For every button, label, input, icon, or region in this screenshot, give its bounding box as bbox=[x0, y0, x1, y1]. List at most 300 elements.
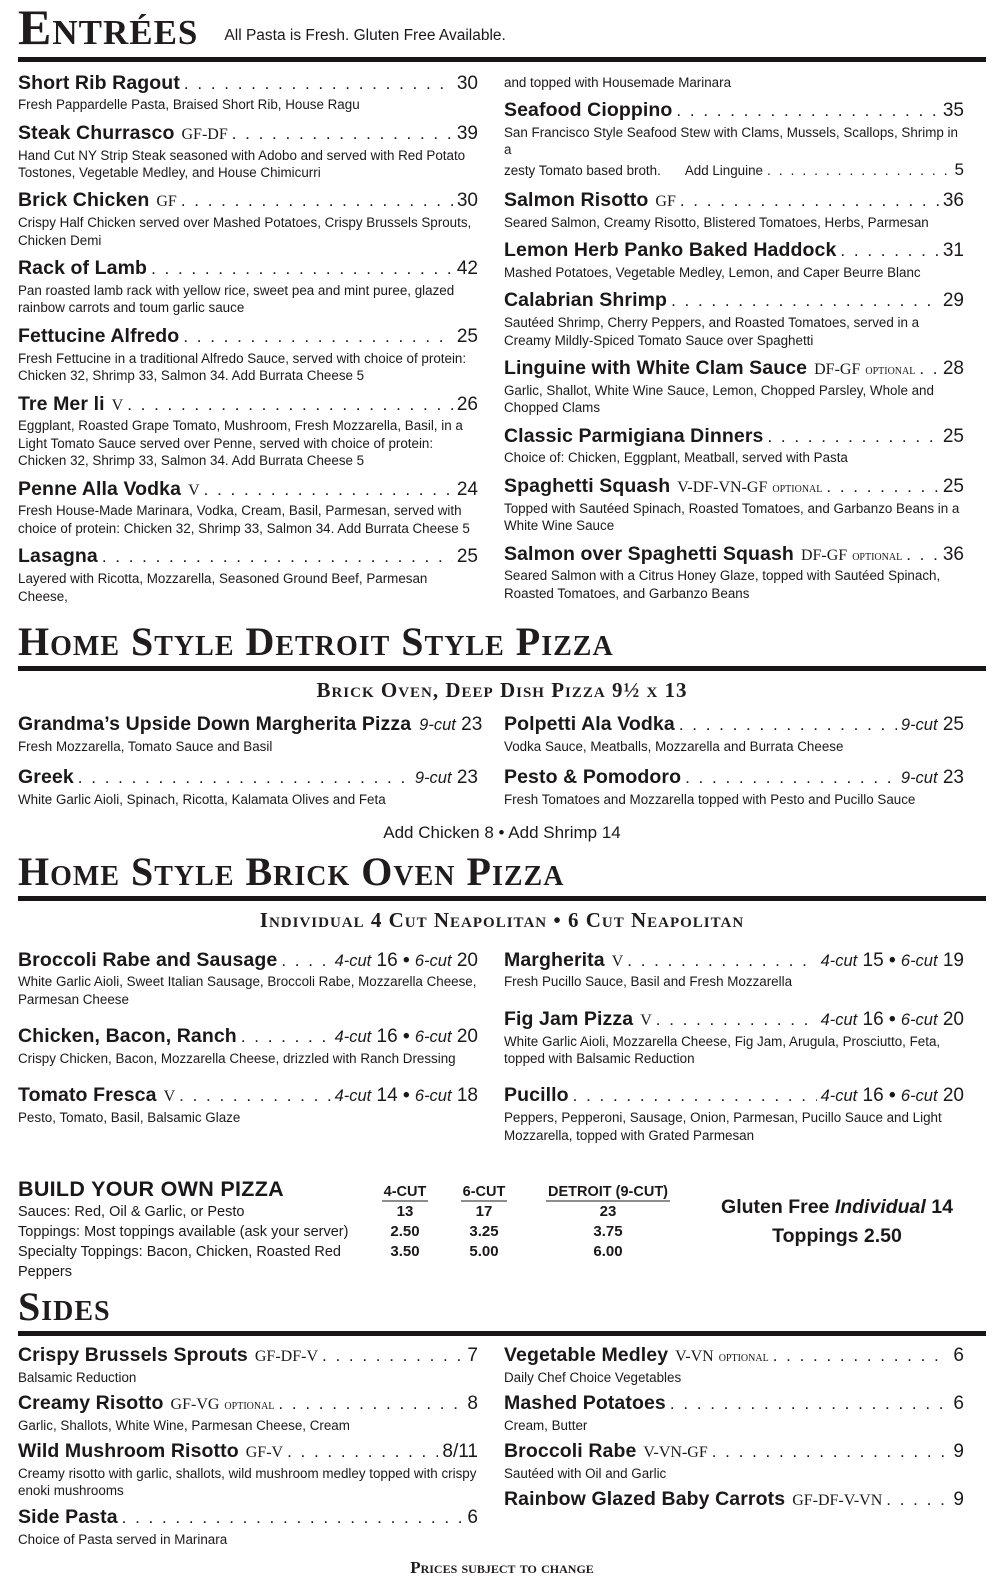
size-label: 6-cut bbox=[900, 1087, 938, 1106]
entrees-note: All Pasta is Fresh. Gluten Free Available. bbox=[224, 26, 506, 44]
item-description: Hand Cut NY Strip Steak seasoned with Adobo and served with Red Potato Tostones, Vegetable Medley, and House Chimicurri bbox=[18, 147, 466, 181]
menu-item bbox=[18, 545, 478, 605]
item-description: Choice of: Chicken, Eggplant, Meatball, served with Pasta bbox=[504, 450, 848, 466]
dot-leader bbox=[671, 291, 939, 311]
dot-leader bbox=[573, 1086, 817, 1106]
byo-row-value: 3.25 bbox=[469, 1223, 499, 1241]
menu-item bbox=[18, 393, 478, 470]
diet-tag: GF-DF-V bbox=[254, 1347, 318, 1365]
footer-note: Prices subject to change bbox=[410, 1558, 594, 1578]
size-label: 9-cut bbox=[900, 769, 938, 788]
menu-item bbox=[18, 122, 478, 182]
dot-leader bbox=[773, 1346, 950, 1366]
optional-label: optional bbox=[865, 361, 916, 378]
dot-leader bbox=[204, 480, 453, 500]
item-price: 8 bbox=[467, 1392, 478, 1414]
item-description-addon bbox=[504, 159, 964, 181]
item-price: 9 bbox=[953, 1441, 964, 1463]
menu-item bbox=[504, 425, 964, 467]
item-price: 26 bbox=[456, 393, 478, 415]
dot-leader bbox=[826, 477, 938, 497]
dot-leader bbox=[670, 1394, 950, 1414]
optional-label: optional bbox=[224, 1396, 275, 1413]
item-title-line bbox=[504, 475, 964, 498]
menu-item bbox=[504, 475, 964, 535]
item-title-line bbox=[18, 478, 478, 501]
dot-leader bbox=[241, 1027, 331, 1047]
dot-leader bbox=[656, 1010, 817, 1030]
menu-item bbox=[18, 766, 478, 808]
size-label: 9-cut bbox=[419, 716, 456, 734]
item-price: 39 bbox=[456, 122, 478, 144]
item-title-line bbox=[18, 72, 478, 95]
size-label: 6-cut bbox=[900, 1010, 938, 1029]
item-name: Linguine with White Clam Sauce bbox=[504, 356, 808, 379]
menu-item bbox=[18, 1440, 478, 1500]
item-description: Fresh Mozzarella, Tomato Sauce and Basil bbox=[18, 738, 273, 754]
item-price: 36 bbox=[942, 543, 964, 565]
byo-row-value: 5.00 bbox=[469, 1243, 499, 1261]
menu-item bbox=[18, 949, 478, 1009]
menu-item bbox=[504, 766, 964, 808]
menu-item bbox=[18, 257, 478, 317]
sides-columns bbox=[18, 1344, 986, 1554]
item-description: Fresh House-Made Marinara, Vodka, Cream, Basil, Parmesan, served with choice of protein: Chicken 32, Shrimp 33, Salmon 34. Add Burrata Cheese 5 bbox=[18, 503, 470, 536]
item-title-line bbox=[504, 1084, 964, 1107]
optional-label: optional bbox=[852, 547, 903, 564]
item-description: Pesto, Tomato, Basil, Balsamic Glaze bbox=[18, 1110, 241, 1126]
detroit-columns bbox=[18, 713, 986, 820]
dot-leader bbox=[906, 545, 939, 565]
divider-rule bbox=[18, 57, 986, 62]
detroit-right-column bbox=[504, 713, 964, 820]
item-title-line bbox=[18, 949, 478, 972]
item-description: Balsamic Reduction bbox=[18, 1369, 137, 1385]
byo-row-label: Specialty Toppings: Bacon, Chicken, Roasted Red Peppers bbox=[18, 1244, 341, 1280]
item-description: Cream, Butter bbox=[504, 1417, 588, 1433]
dot-leader bbox=[183, 327, 453, 347]
item-name: Tre Mer li bbox=[18, 392, 105, 415]
bullet-separator: • bbox=[883, 1008, 901, 1030]
item-name: Tomato Fresca bbox=[18, 1084, 157, 1107]
item-description: Crispy Half Chicken served over Mashed Potatoes, Crispy Brussels Sprouts, Chicken Demi bbox=[18, 215, 472, 248]
menu-item bbox=[504, 1008, 964, 1068]
item-title-line bbox=[18, 189, 478, 212]
item-price: 4-cut 16 • 6-cut 20 bbox=[820, 1085, 964, 1107]
item-title-line bbox=[18, 1440, 478, 1463]
item-name: Side Pasta bbox=[18, 1505, 118, 1528]
item-description: White Garlic Aioli, Spinach, Ricotta, Kalamata Olives and Feta bbox=[18, 792, 386, 808]
sides-right-column bbox=[504, 1344, 964, 1554]
byo-row-value: 13 bbox=[396, 1203, 414, 1221]
dot-leader bbox=[767, 161, 951, 179]
dot-leader bbox=[680, 191, 939, 211]
menu-item bbox=[504, 1392, 964, 1434]
item-description: Pan roasted lamb rack with yellow rice, sweet pea and mint puree, glazed rainbow carrots and toum garlic sauce bbox=[18, 282, 455, 316]
diet-tag: GF-VG bbox=[170, 1395, 220, 1413]
dot-leader bbox=[919, 359, 939, 379]
size-label: 4-cut bbox=[334, 1087, 372, 1106]
section-sides bbox=[18, 1283, 986, 1554]
item-description: Eggplant, Roasted Grape Tomato, Mushroom, Fresh Mozzarella, Basil, in a Light Tomato Sauce served over Penne, served with choice of protein: Chicken 32, Shrimp 33, Salmon 34. Add Burrata Cheese 5 bbox=[18, 418, 463, 469]
item-title-line bbox=[504, 1488, 964, 1511]
size-label: 4-cut bbox=[334, 1028, 372, 1047]
item-name: Crispy Brussels Sprouts bbox=[18, 1343, 248, 1366]
menu-item bbox=[504, 189, 964, 231]
bullet-separator: • bbox=[397, 949, 415, 971]
dot-leader bbox=[712, 1442, 950, 1462]
item-description: Garlic, Shallot, White Wine Sauce, Lemon, Chopped Parsley, Whole and Chopped Clams bbox=[504, 382, 934, 416]
menu-item bbox=[18, 1025, 478, 1067]
item-title-line bbox=[18, 393, 478, 416]
item-price: 4-cut 16 • 6-cut 20 bbox=[820, 1008, 964, 1030]
item-name: Fettucine Alfredo bbox=[18, 324, 180, 347]
item-price: 28 bbox=[942, 357, 964, 379]
detroit-subtitle: Brick Oven, Deep Dish Pizza 9½ x 13 bbox=[316, 678, 688, 702]
diet-tag: GF-V bbox=[245, 1444, 284, 1462]
brickoven-title: Home Style Brick Oven Pizza bbox=[18, 848, 565, 894]
diet-tag: GF bbox=[655, 192, 676, 210]
item-name: Salmon over Spaghetti Squash bbox=[504, 542, 794, 565]
diet-tag: DF-GF bbox=[800, 546, 848, 564]
item-title-line bbox=[504, 189, 964, 212]
item-title-line bbox=[18, 122, 478, 145]
detroit-addons-note: Add Chicken 8 • Add Shrimp 14 bbox=[383, 822, 621, 842]
diet-tag: V bbox=[163, 1088, 176, 1106]
dot-leader bbox=[840, 241, 938, 261]
item-name: Steak Churrasco bbox=[18, 121, 175, 144]
menu-item bbox=[504, 1440, 964, 1482]
item-price: 30 bbox=[456, 190, 478, 212]
item-description: Fresh Fettucine in a traditional Alfredo Sauce, served with choice of protein: Chicken 32, Shrimp 33, Salmon 34. Add Burrata Cheese 5 bbox=[18, 350, 467, 384]
item-title-line bbox=[504, 1440, 964, 1463]
diet-tag: GF-DF bbox=[181, 125, 228, 143]
entrees-columns bbox=[18, 72, 986, 614]
item-price: 30 bbox=[456, 72, 478, 94]
item-price: 9 bbox=[953, 1489, 964, 1511]
section-entrees bbox=[18, 0, 986, 613]
dot-leader bbox=[232, 124, 453, 144]
item-title-line bbox=[18, 766, 478, 789]
diet-tag: V-DF-VN-GF bbox=[677, 478, 768, 496]
byo-row-value: 3.75 bbox=[593, 1223, 623, 1241]
item-price: 6 bbox=[953, 1344, 964, 1366]
diet-tag: GF-DF-V-VN bbox=[792, 1492, 883, 1510]
item-name: Polpetti Ala Vodka bbox=[504, 713, 675, 735]
item-name: Mashed Potatoes bbox=[504, 1391, 666, 1414]
item-name: Calabrian Shrimp bbox=[504, 289, 668, 312]
item-name: Creamy Risotto bbox=[18, 1391, 164, 1414]
size-label: 4-cut bbox=[820, 1087, 858, 1106]
size-label: 6-cut bbox=[414, 951, 452, 970]
item-price: 9-cut 25 bbox=[900, 714, 964, 735]
item-description: San Francisco Style Seafood Stew with Clams, Mussels, Scallops, Shrimp in a bbox=[504, 124, 958, 158]
item-name: Classic Parmigiana Dinners bbox=[504, 424, 764, 447]
item-price: 24 bbox=[456, 478, 478, 500]
byo-colhead-detroit bbox=[528, 1184, 688, 1202]
build-your-own-pizza bbox=[18, 1177, 986, 1282]
item-price: 25 bbox=[456, 325, 478, 347]
gluten-free-label: Gluten Free bbox=[721, 1196, 830, 1219]
menu-item bbox=[504, 99, 964, 181]
item-price: 7 bbox=[467, 1344, 478, 1366]
item-price: 9-cut 23 bbox=[900, 767, 964, 789]
item-description: Fresh Pucillo Sauce, Basil and Fresh Mozzarella bbox=[504, 974, 793, 990]
item-name: Vegetable Medley bbox=[504, 1343, 669, 1366]
item-name: Margherita bbox=[504, 948, 605, 971]
item-description: Daily Chef Choice Vegetables bbox=[504, 1369, 682, 1385]
item-name: Broccoli Rabe and Sausage bbox=[18, 948, 278, 971]
menu-item bbox=[18, 189, 478, 249]
addon-price: 5 bbox=[954, 159, 964, 179]
size-label: 6-cut bbox=[414, 1087, 452, 1106]
item-name: Rack of Lamb bbox=[18, 257, 148, 280]
item-description: Fresh Tomatoes and Mozzarella topped with Pesto and Pucillo Sauce bbox=[504, 792, 916, 808]
item-name: Spaghetti Squash bbox=[504, 474, 671, 497]
size-label: 4-cut bbox=[334, 951, 372, 970]
byo-table bbox=[18, 1177, 688, 1282]
item-title-line bbox=[504, 1392, 964, 1415]
size-label: 4-cut bbox=[820, 951, 858, 970]
item-price: 4-cut 16 • 6-cut 20 bbox=[334, 949, 478, 971]
item-name: Chicken, Bacon, Ranch bbox=[18, 1025, 237, 1048]
item-description: Creamy risotto with garlic, shallots, wild mushroom medley topped with crispy enoki mushrooms bbox=[18, 1466, 477, 1499]
item-price: 42 bbox=[456, 258, 478, 280]
sides-left-column bbox=[18, 1344, 478, 1554]
menu-item bbox=[504, 239, 964, 281]
diet-tag: DF-GF bbox=[814, 360, 861, 378]
section-brick-oven-pizza bbox=[18, 848, 986, 1282]
size-label: 4-cut bbox=[820, 1010, 858, 1029]
byo-colhead-4cut bbox=[370, 1184, 440, 1202]
byo-colhead-4cut-label: 4-CUT bbox=[383, 1184, 427, 1201]
dot-leader bbox=[179, 1086, 330, 1106]
item-description: Layered with Ricotta, Mozzarella, Seasoned Ground Beef, Parmesan Cheese, bbox=[18, 571, 428, 604]
item-price: 29 bbox=[942, 290, 964, 312]
dot-leader bbox=[78, 768, 411, 788]
optional-label: optional bbox=[718, 1348, 769, 1365]
dot-leader bbox=[322, 1346, 463, 1366]
byo-heading: BUILD YOUR OWN PIZZA bbox=[18, 1177, 284, 1202]
size-label: 6-cut bbox=[414, 1028, 452, 1047]
item-description: Choice of Pasta served in Marinara bbox=[18, 1531, 228, 1547]
item-title-line bbox=[504, 766, 964, 789]
dot-leader bbox=[102, 547, 453, 567]
item-title-line bbox=[504, 99, 964, 122]
size-label: 9-cut bbox=[414, 769, 452, 788]
menu-item bbox=[504, 74, 964, 91]
dot-leader bbox=[151, 259, 453, 279]
item-price: 8/11 bbox=[442, 1441, 478, 1463]
diet-tag: V bbox=[611, 952, 624, 970]
item-title-line bbox=[504, 239, 964, 262]
menu-item bbox=[504, 357, 964, 417]
gluten-free-price: 14 bbox=[931, 1196, 953, 1219]
item-name: Salmon Risotto bbox=[504, 188, 649, 211]
item-name: Lemon Herb Panko Baked Haddock bbox=[504, 238, 837, 261]
detroit-title: Home Style Detroit Style Pizza bbox=[18, 619, 614, 664]
item-price: 4-cut 14 • 6-cut 18 bbox=[334, 1085, 478, 1107]
divider-rule bbox=[18, 1331, 986, 1336]
menu-item bbox=[18, 1392, 478, 1434]
dot-leader bbox=[679, 715, 897, 735]
item-price: 4-cut 16 • 6-cut 20 bbox=[334, 1026, 478, 1048]
menu-item bbox=[504, 949, 964, 991]
dot-leader bbox=[287, 1442, 438, 1462]
dot-leader bbox=[676, 101, 938, 121]
item-name: Grandma’s Upside Down Margherita Pizza bbox=[18, 713, 412, 735]
dot-leader bbox=[767, 427, 938, 447]
item-description: Sautéed Shrimp, Cherry Peppers, and Roasted Tomatoes, served in a Creamy Mildly-Spiced Tomato Sauce over Spaghetti bbox=[504, 315, 920, 348]
menu-item bbox=[18, 478, 478, 538]
diet-tag: V bbox=[111, 396, 124, 414]
item-title-line bbox=[18, 1392, 478, 1415]
brickoven-subtitle: Individual 4 Cut Neapolitan • 6 Cut Neapolitan bbox=[259, 907, 745, 932]
item-description: Sautéed with Oil and Garlic bbox=[504, 1466, 667, 1482]
byo-colhead-detroit-label: DETROIT (9-CUT) bbox=[547, 1184, 668, 1201]
item-price: 35 bbox=[942, 99, 964, 121]
item-title-line bbox=[18, 1344, 478, 1367]
section-detroit-pizza bbox=[18, 619, 986, 843]
diet-tag: V bbox=[640, 1011, 652, 1029]
menu-item bbox=[18, 72, 478, 114]
menu-item bbox=[18, 1344, 478, 1386]
item-name: Wild Mushroom Risotto bbox=[18, 1440, 239, 1463]
entrees-title: Entrées bbox=[18, 0, 199, 55]
dot-leader bbox=[685, 768, 897, 788]
addon-pre: zesty Tomato based broth. bbox=[504, 162, 661, 178]
item-description: Peppers, Pepperoni, Sausage, Onion, Parmesan, Pucillo Sauce and Light Mozzarella, topped with Grated Parmesan bbox=[504, 1110, 942, 1143]
entrees-left-column bbox=[18, 72, 478, 614]
item-name: Broccoli Rabe bbox=[504, 1440, 637, 1463]
menu-item bbox=[504, 1084, 964, 1144]
item-title-line bbox=[504, 425, 964, 448]
item-title-line bbox=[504, 1008, 964, 1031]
item-price: 25 bbox=[942, 475, 964, 497]
brickoven-right-column bbox=[504, 949, 964, 1162]
item-name: Rainbow Glazed Baby Carrots bbox=[504, 1488, 786, 1511]
sides-title: Sides bbox=[18, 1283, 111, 1329]
item-description: Fresh Pappardelle Pasta, Braised Short Rib, House Ragu bbox=[18, 97, 360, 113]
menu-item bbox=[18, 325, 478, 385]
item-title-line bbox=[504, 289, 964, 312]
item-title-line bbox=[504, 713, 964, 736]
bullet-separator: • bbox=[883, 1085, 901, 1107]
item-title-line bbox=[504, 543, 964, 566]
byo-row-value: 17 bbox=[475, 1203, 493, 1221]
item-price: 36 bbox=[942, 189, 964, 211]
dot-leader bbox=[886, 1490, 949, 1510]
item-price: 25 bbox=[456, 546, 478, 568]
entrees-header bbox=[18, 0, 986, 55]
size-label: 6-cut bbox=[900, 951, 938, 970]
dot-leader bbox=[281, 951, 330, 971]
byo-colhead-6cut bbox=[444, 1184, 524, 1202]
item-description: White Garlic Aioli, Mozzarella Cheese, Fig Jam, Arugula, Prosciutto, Feta, topped with Balsamic Reduction bbox=[504, 1033, 941, 1067]
gluten-free-note bbox=[688, 1177, 986, 1252]
item-name: Seafood Cioppino bbox=[504, 98, 673, 121]
item-price: 25 bbox=[942, 425, 964, 447]
dot-leader bbox=[181, 191, 453, 211]
menu-item bbox=[504, 289, 964, 349]
item-description: Garlic, Shallots, White Wine, Parmesan Cheese, Cream bbox=[18, 1417, 350, 1433]
item-price: 31 bbox=[942, 239, 964, 261]
dot-leader bbox=[122, 1508, 464, 1528]
item-title-line bbox=[18, 257, 478, 280]
item-name: Pesto & Pomodoro bbox=[504, 766, 682, 789]
item-name: Greek bbox=[18, 766, 74, 789]
gluten-free-size: Individual bbox=[834, 1196, 926, 1219]
diet-tag: V bbox=[188, 481, 200, 499]
byo-row-value: 3.50 bbox=[390, 1243, 420, 1261]
item-price: 4-cut 15 • 6-cut 19 bbox=[820, 949, 964, 971]
menu-item bbox=[504, 1344, 964, 1386]
menu-item bbox=[504, 543, 964, 603]
byo-row-label: Sauces: Red, Oil & Garlic, or Pesto bbox=[18, 1204, 245, 1221]
item-title-line bbox=[504, 357, 964, 380]
menu-item bbox=[18, 1084, 478, 1126]
menu-item bbox=[504, 1488, 964, 1511]
byo-colhead-6cut-label: 6-CUT bbox=[462, 1184, 506, 1201]
item-title-line bbox=[18, 325, 478, 348]
dot-leader bbox=[184, 74, 453, 94]
item-title-line bbox=[18, 545, 478, 568]
byo-row-value: 2.50 bbox=[390, 1223, 420, 1241]
byo-row-label: Toppings: Most toppings available (ask your server) bbox=[18, 1224, 349, 1241]
size-label: 9-cut bbox=[900, 716, 938, 734]
item-price: 6 bbox=[953, 1392, 964, 1414]
dot-leader bbox=[127, 395, 453, 415]
byo-row-value: 23 bbox=[599, 1203, 617, 1221]
item-title-line bbox=[18, 1025, 478, 1048]
item-title-line bbox=[18, 1084, 478, 1107]
bullet-separator: • bbox=[883, 949, 901, 971]
item-description: Topped with Sautéed Spinach, Roasted Tomatoes, and Garbanzo Beans in a White Wine Sauce bbox=[504, 500, 960, 534]
item-name: Pucillo bbox=[504, 1084, 569, 1107]
item-name: Penne Alla Vodka bbox=[18, 477, 182, 500]
item-description: Crispy Chicken, Bacon, Mozzarella Cheese, drizzled with Ranch Dressing bbox=[18, 1051, 456, 1067]
divider-rule bbox=[18, 896, 986, 901]
menu-item bbox=[18, 713, 483, 755]
bullet-separator: • bbox=[397, 1026, 415, 1048]
item-title-line bbox=[18, 713, 483, 736]
menu-item bbox=[504, 713, 964, 755]
item-description-continued: and topped with Housemade Marinara bbox=[504, 74, 732, 90]
item-description: Vodka Sauce, Meatballs, Mozzarella and Burrata Cheese bbox=[504, 738, 844, 754]
gluten-free-line bbox=[721, 1193, 953, 1222]
item-title-line bbox=[504, 949, 964, 972]
diet-tag: V-VN-GF bbox=[643, 1444, 708, 1462]
addon-label: Add Linguine bbox=[684, 162, 763, 178]
bullet-separator: • bbox=[397, 1085, 415, 1107]
optional-label: optional bbox=[772, 479, 823, 496]
menu-item bbox=[18, 1506, 478, 1548]
dot-leader bbox=[627, 951, 816, 971]
brickoven-columns bbox=[18, 949, 986, 1162]
diet-tag: V-VN bbox=[675, 1347, 714, 1365]
gluten-free-toppings-line: Toppings 2.50 bbox=[772, 1225, 902, 1248]
item-description: Mashed Potatoes, Vegetable Medley, Lemon, and Caper Beurre Blanc bbox=[504, 264, 921, 280]
item-price: 9-cut 23 bbox=[419, 714, 483, 735]
diet-tag: GF bbox=[156, 193, 177, 211]
item-description: Seared Salmon with a Citrus Honey Glaze, topped with Sautéed Spinach, Roasted Tomatoes, and Garbanzo Beans bbox=[504, 568, 941, 601]
entrees-right-column bbox=[504, 72, 964, 614]
item-price: 6 bbox=[467, 1506, 478, 1528]
dot-leader bbox=[278, 1394, 463, 1414]
item-description: White Garlic Aioli, Sweet Italian Sausage, Broccoli Rabe, Mozzarella Cheese, Parmesan Cheese bbox=[18, 974, 477, 1007]
item-description: Seared Salmon, Creamy Risotto, Blistered Tomatoes, Herbs, Parmesan bbox=[504, 214, 929, 230]
item-name: Short Rib Ragout bbox=[18, 71, 180, 94]
